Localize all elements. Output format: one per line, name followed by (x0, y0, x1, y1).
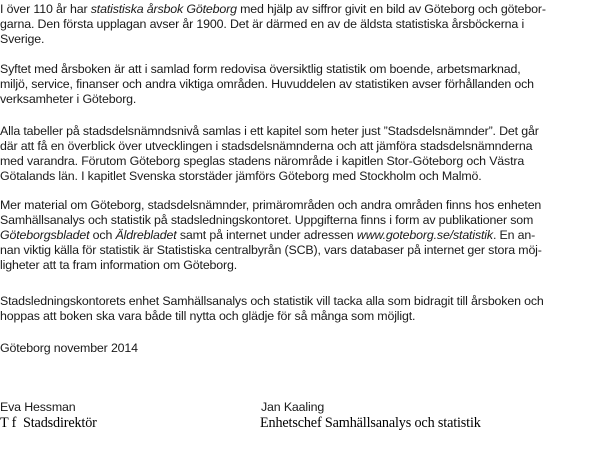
text-run: Sverige. (0, 32, 45, 47)
paragraph-4-line-2 (0, 213, 533, 228)
paragraph-1-line-1 (0, 2, 546, 17)
paragraph-2-line-3 (0, 92, 136, 107)
text-run: och (89, 228, 116, 243)
text-run: Götalands län. I kapitlet Svenska storstäder jämförs Göteborg med Stockholm och Malmö. (0, 169, 482, 184)
paragraph-4-line-5 (0, 258, 237, 273)
text-run: Syftet med årsboken är att i samlad form redovisa översiktlig statistik om boende, arbetsmarknad, (0, 62, 521, 76)
paragraph-2-line-1 (0, 62, 521, 77)
text-run: samt på internet under adressen (176, 228, 357, 243)
paragraph-3-line-2 (0, 139, 532, 154)
text-run: där att få en överblick över utvecklingen i stadsdelsnämnderna och att jämföra stadsdelsnämnderna (0, 139, 533, 154)
italic-text: Göteborgsbladet (0, 228, 90, 243)
text-run: miljö, service, finanser och andra viktiga områden. Huvuddelen av statistiken avser förhållanden och (0, 77, 534, 92)
paragraph-6-line-1 (0, 341, 138, 356)
paragraph-5-line-1 (0, 294, 544, 309)
signature-title-right: Enhetschef Samhällsanalys och statistik (260, 415, 481, 431)
paragraph-3-line-1 (0, 124, 539, 139)
text-run: med varandra. Förutom Göteborg speglas stadens närområde i kapitlen Stor-Göteborg och Västra (0, 154, 525, 169)
paragraph-3-line-4 (0, 169, 482, 184)
text-run: garna. Den första upplagan avser år 1900. Det är därmed en av de äldsta statistiska årsböckerna i (0, 17, 525, 32)
italic-text: statistiska årsbok Göteborg (90, 2, 237, 16)
text-run: Mer material om Göteborg, stadsdelsnämnder, primärområden och andra områden finns hos enheten (0, 198, 542, 212)
paragraph-5-line-2 (0, 309, 415, 324)
paragraph-2-line-2 (0, 77, 534, 92)
paragraph-4-line-4 (0, 243, 542, 258)
paragraph-3-line-3 (0, 154, 524, 169)
text-run: hoppas att boken ska vara både till nytta och glädje för så många som möjligt. (0, 309, 416, 324)
text-run: ligheter att ta fram information om Göteborg. (0, 258, 238, 273)
paragraph-4-line-1 (0, 198, 541, 213)
signature-title-left: T f Stadsdirektör (0, 415, 97, 431)
text-run: I över 110 år har (0, 2, 91, 16)
text-run: . En an- (492, 228, 536, 243)
text-run: Alla tabeller på stadsdelsnämndsnivå samlas i ett kapitel som heter just ”Stadsdelsnämnder”. Det går (0, 124, 539, 138)
text-run: Stadsledningskontorets enhet Samhällsanalys och statistik vill tacka alla som bidragit till årsboken och (0, 294, 544, 308)
paragraph-1-line-2 (0, 17, 524, 32)
text-run: Samhällsanalys och statistik på stadsledningskontoret. Uppgifterna finns i form av publikationer som (0, 213, 534, 228)
text-run: nan viktig källa för statistik är Statistiska centralbyrån (SCB), vars databaser på internet ger stora möj- (0, 243, 542, 258)
italic-text: www.goteborg.se/statistik (356, 228, 493, 243)
italic-text: Äldrebladet (115, 228, 177, 243)
signature-name-left: Eva Hessman (0, 400, 76, 414)
signature-name-right: Jan Kaaling (261, 400, 325, 414)
text-run: verksamheter i Göteborg. (0, 92, 137, 107)
paragraph-1-line-3 (0, 32, 44, 47)
text-run: med hjälp av siffror givit en bild av Göteborg och götebor- (236, 2, 546, 16)
paragraph-4-line-3 (0, 228, 535, 243)
text-run: Göteborg november 2014 (0, 341, 138, 355)
